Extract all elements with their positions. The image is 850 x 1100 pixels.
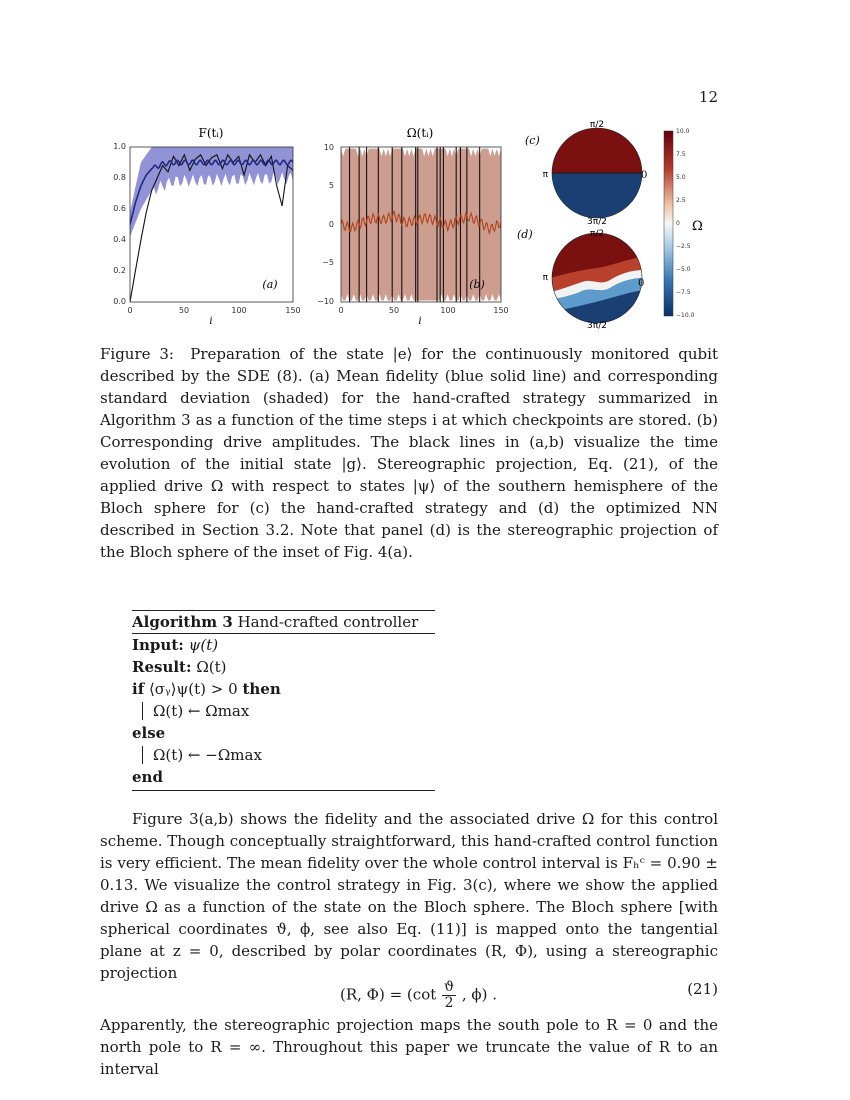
algorithm-then-stmt: Ω(t) ← Ωmax — [142, 702, 435, 720]
algorithm-if — [132, 678, 435, 700]
panel-c — [525, 120, 647, 227]
colorbar-tick: −7.5 — [676, 289, 691, 296]
panel-d-disc — [550, 231, 645, 326]
algorithm-name: Hand-crafted controller — [237, 613, 419, 631]
ytick: 1.0 — [113, 142, 126, 151]
ytick: 0 — [328, 220, 334, 229]
panel-b-title: Ω(tᵢ) — [406, 126, 434, 140]
algorithm-result — [132, 656, 435, 678]
panel-a-xticks — [127, 306, 300, 315]
equation-rhs: , ϕ) . — [461, 985, 497, 1004]
panel-b-xlabel: i — [418, 316, 422, 327]
ytick: 0.4 — [113, 235, 126, 244]
paragraph-text: Figure 3(a,b) shows the fidelity and the associated drive Ω for this control scheme. Though conceptually straightforward, this hand-crafted control function is very efficient. The mean fidelity over the whole control interval is Fₕᶜ = 0.90 ± 0.13. We visualize the control strategy in Fig. 3(c), where we show the applied drive Ω as a function of the state on the Bloch sphere. The Bloch sphere [with spherical coordinates ϑ, ϕ, see also Eq. (11)] is mapped onto the tangential plane at z = 0, described by polar coordinates (R, Φ), using a stereographic projection — [100, 810, 718, 982]
xtick: 150 — [285, 306, 301, 315]
colorbar-tick: −10.0 — [676, 312, 695, 319]
colorbar-tick: 5.0 — [676, 174, 686, 181]
colorbar-tick: −2.5 — [676, 243, 691, 250]
panel-d-bottom: 3π/2 — [587, 321, 607, 331]
panel-c-disc — [550, 126, 648, 221]
colorbar-tick: 0 — [676, 220, 680, 227]
equation-21 — [100, 962, 718, 1012]
input-value: ψ(t) — [188, 636, 219, 654]
xtick: 50 — [178, 306, 190, 315]
ytick: −5 — [322, 258, 334, 267]
ytick: 0.2 — [113, 266, 126, 275]
panel-b-xticks — [338, 306, 508, 315]
end-keyword: end — [132, 768, 163, 786]
input-keyword: Input: — [132, 636, 184, 654]
xtick: 0 — [127, 306, 133, 315]
panel-a-xlabel: i — [209, 316, 213, 327]
xtick: 150 — [493, 306, 509, 315]
colorbar-tick: −5.0 — [676, 266, 691, 273]
result-keyword: Result: — [132, 658, 192, 676]
colorbar-tick: 7.5 — [676, 151, 686, 158]
ytick: −10 — [317, 297, 334, 306]
panel-c-top: π/2 — [589, 120, 605, 130]
panel-c-label: (c) — [525, 134, 540, 147]
panel-a-label: (a) — [262, 278, 278, 291]
page-number: 12 — [698, 88, 718, 106]
panel-b — [317, 126, 509, 327]
colorbar-tick: 10.0 — [676, 128, 690, 135]
panel-d-label: (d) — [517, 228, 533, 241]
ytick: 0.8 — [113, 173, 126, 182]
panel-a — [113, 126, 300, 327]
ytick: 0.0 — [113, 297, 126, 306]
panel-d-right: 0 — [638, 278, 645, 289]
panel-d — [517, 228, 645, 331]
ytick: 0.6 — [113, 204, 126, 213]
panel-b-yticks — [317, 143, 334, 306]
paragraph-text: Apparently, the stereographic projection maps the south pole to R = 0 and the north pole to R = ∞. Throughout this paper we truncate the value of R to an interval — [100, 1016, 718, 1078]
xtick: 0 — [338, 306, 344, 315]
body-paragraph-1 — [100, 808, 718, 984]
if-condition: ⟨σᵧ⟩ψ(t) > 0 — [148, 680, 238, 698]
xtick: 100 — [231, 306, 247, 315]
equation-lhs: (R, Φ) = (cot — [340, 985, 437, 1004]
then-keyword: then — [242, 680, 281, 698]
fraction-numerator: ϑ — [444, 979, 455, 995]
panel-b-label: (b) — [469, 278, 485, 291]
algorithm-else-stmt: Ω(t) ← −Ωmax — [142, 746, 435, 764]
panel-d-left: π — [542, 273, 548, 283]
algorithm-number: Algorithm 3 — [132, 613, 233, 631]
xtick: 100 — [440, 306, 456, 315]
panel-c-bottom: 3π/2 — [587, 217, 607, 227]
fraction-denominator: 2 — [444, 995, 454, 1011]
body-paragraph-2 — [100, 1014, 718, 1080]
else-keyword: else — [132, 724, 166, 742]
colorbar-label: Ω — [692, 219, 703, 234]
algorithm-box — [132, 610, 435, 791]
xtick: 50 — [388, 306, 400, 315]
algorithm-input — [132, 634, 435, 656]
algorithm-end — [132, 766, 435, 788]
equation-number: (21) — [687, 980, 718, 998]
equation-fraction — [442, 980, 456, 1011]
colorbar-tick: 2.5 — [676, 197, 686, 204]
panel-a-yticks — [113, 142, 126, 306]
ytick: 5 — [328, 181, 334, 190]
if-keyword: if — [132, 680, 145, 698]
panel-a-title: F(tᵢ) — [198, 126, 224, 140]
colorbar — [664, 128, 703, 319]
algorithm-else — [132, 722, 435, 744]
algorithm-title — [132, 611, 435, 633]
panel-d-top: π/2 — [589, 229, 605, 239]
ytick: 10 — [323, 143, 334, 152]
figure-caption: Figure 3: Preparation of the state |e⟩ for the continuously monitored qubit described by the SDE (8). (a) Mean fidelity (blue solid line) and corresponding standard deviation (shaded) for the hand-crafted strategy summarized in Algorithm 3 as a function of the time steps i at which checkpoints are stored. (b) Corresponding drive amplitudes. The black lines in (a,b) visualize the time evolution of the initial state |g⟩. Stereographic projection, Eq. (21), of the applied drive Ω with respect to states |ψ⟩ of the southern hemisphere of the Bloch sphere for (c) the hand-crafted strategy and (d) the optimized NN described in Section 3.2. Note that panel (d) is the stereographic projection of the Bloch sphere of the inset of Fig. 4(a). — [100, 345, 718, 561]
panel-c-left: π — [542, 170, 548, 180]
figure-3 — [100, 120, 740, 335]
result-value: Ω(t) — [196, 658, 227, 676]
equation-expression — [340, 980, 497, 1011]
panel-c-right: 0 — [641, 170, 648, 181]
